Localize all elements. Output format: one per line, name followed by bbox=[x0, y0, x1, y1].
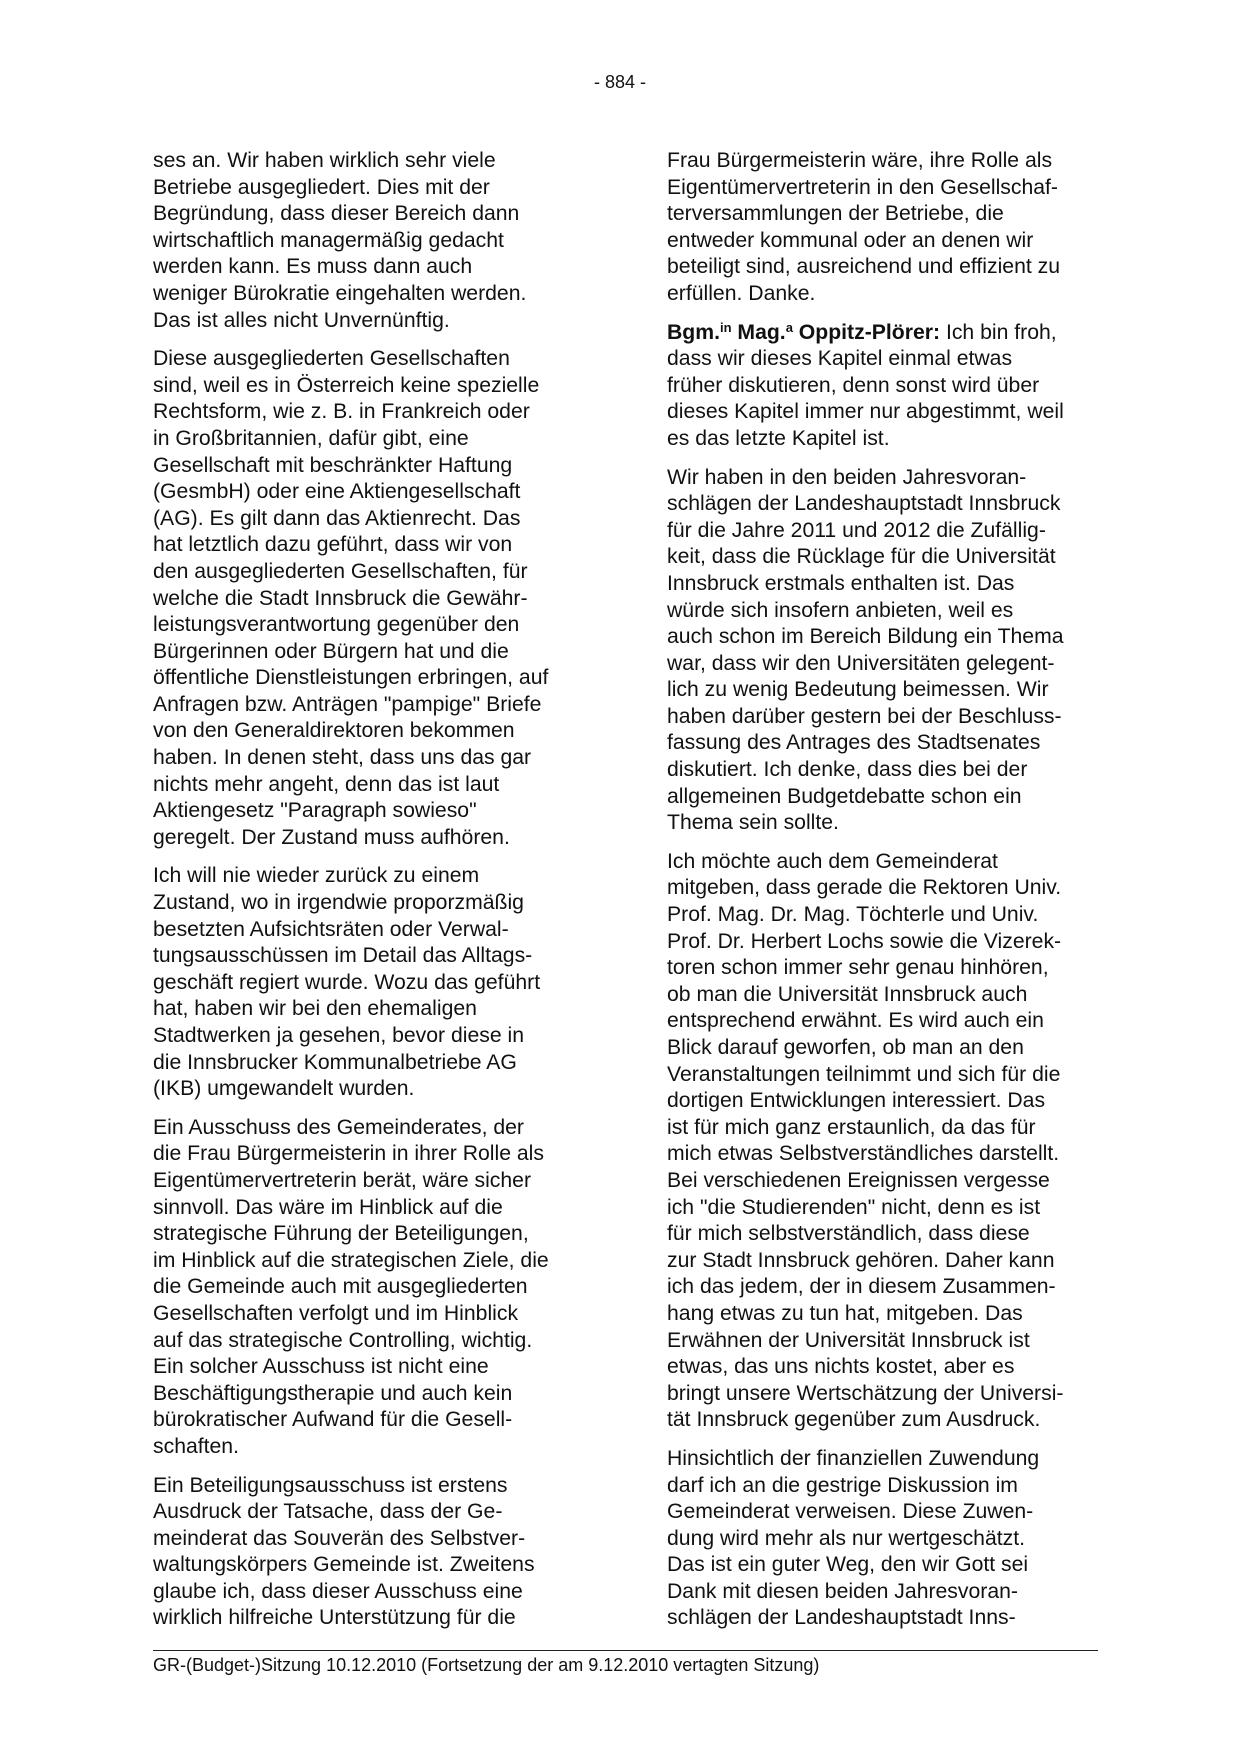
text-line: besetzten Aufsichtsräten oder Verwal- bbox=[153, 917, 509, 941]
text-line: Begründung, dass dieser Bereich dann bbox=[153, 202, 520, 226]
text-line: werden kann. Es muss dann auch bbox=[153, 255, 473, 279]
text-line: bringt unsere Wertschätzung der Universi- bbox=[667, 1381, 1064, 1405]
text-line: Eigentümervertreterin berät, wäre sicher bbox=[153, 1168, 532, 1192]
text-line: Veranstaltungen teilnimmt und sich für die bbox=[667, 1062, 1061, 1086]
text-line: von den Generaldirektoren bekommen bbox=[153, 719, 515, 743]
text-line: dieses Kapitel immer nur abgestimmt, weil bbox=[667, 400, 1064, 424]
text-line: Thema sein sollte. bbox=[667, 811, 839, 835]
paragraph bbox=[153, 1115, 593, 1461]
text-line: Gesellschaft mit beschränkter Haftung bbox=[153, 453, 513, 477]
text-line: ich "die Studierenden" nicht, denn es ist bbox=[667, 1195, 1041, 1219]
text-line: früher diskutieren, denn sonst wird über bbox=[667, 373, 1040, 397]
text-line: geschäft regiert wurde. Wozu das geführt bbox=[153, 970, 541, 994]
text-line: Ich will nie wieder zurück zu einem bbox=[153, 864, 480, 888]
text-line: darf ich an die gestrige Diskussion im bbox=[667, 1473, 1018, 1497]
paragraph bbox=[153, 148, 593, 334]
text-line: ob man die Universität Innsbruck auch bbox=[667, 982, 1028, 1006]
speech-text: Ich bin froh, bbox=[940, 320, 1057, 344]
text-line: Bei verschiedenen Ereignissen vergesse bbox=[667, 1168, 1050, 1192]
text-line: meinderat das Souverän des Selbstver- bbox=[153, 1526, 526, 1550]
text-line: tät Innsbruck gegenüber zum Ausdruck. bbox=[667, 1408, 1041, 1432]
text-line: geregelt. Der Zustand muss aufhören. bbox=[153, 825, 510, 849]
text-line: Beschäftigungstherapie und auch kein bbox=[153, 1381, 513, 1405]
text-line: beteiligt sind, ausreichend und effizient zu bbox=[667, 255, 1061, 279]
speaker-degree-suffix: a bbox=[785, 319, 793, 335]
right-column bbox=[667, 148, 1107, 1644]
text-line: Stadtwerken ja gesehen, bevor diese in bbox=[153, 1024, 525, 1047]
text-line: für mich selbstverständlich, dass diese bbox=[667, 1222, 1030, 1246]
footer: GR-(Budget-)Sitzung 10.12.2010 (Fortsetzung der am 9.12.2010 vertagten Sitzung) bbox=[153, 1655, 820, 1675]
text-line: wirklich hilfreiche Unterstützung für die bbox=[153, 1606, 516, 1630]
paragraph bbox=[667, 148, 1107, 308]
text-line: Gemeinderat verweisen. Diese Zuwen- bbox=[667, 1500, 1034, 1524]
speaker-title: Bgm. bbox=[667, 320, 720, 344]
text-line: Das ist ein guter Weg, den wir Gott sei bbox=[667, 1553, 1029, 1577]
speaker-surname: Oppitz-Plörer: bbox=[792, 320, 941, 344]
text-line: mich etwas Selbstverständliches darstellt. bbox=[667, 1142, 1060, 1166]
text-line: Diese ausgegliederten Gesellschaften bbox=[153, 347, 510, 371]
text-line: nichts mehr angeht, denn das ist laut bbox=[153, 772, 500, 796]
text-line: dass wir dieses Kapitel einmal etwas bbox=[667, 347, 1013, 371]
text-line: Zustand, wo in irgendwie proporzmäßig bbox=[153, 891, 524, 915]
left-column bbox=[153, 148, 593, 1644]
text-line: strategische Führung der Beteiligungen, bbox=[153, 1222, 529, 1246]
text-line: Ausdruck der Tatsache, dass der Ge- bbox=[153, 1500, 503, 1524]
text-line: lich zu wenig Bedeutung beimessen. Wir bbox=[667, 678, 1049, 702]
text-line: Prof. Dr. Herbert Lochs sowie die Vizerek- bbox=[667, 929, 1062, 953]
text-line: Ich möchte auch dem Gemeinderat bbox=[667, 849, 998, 873]
paragraph bbox=[153, 346, 593, 851]
text-line: schlägen der Landeshauptstadt Inns- bbox=[667, 1606, 1016, 1630]
text-line: auch schon im Bereich Bildung ein Thema bbox=[667, 625, 1064, 649]
text-line: in Großbritannien, dafür gibt, eine bbox=[153, 426, 469, 450]
speaker-paragraph bbox=[667, 320, 1107, 453]
text-line: die Innsbrucker Kommunalbetriebe AG bbox=[153, 1050, 517, 1074]
text-line: weniger Bürokratie eingehalten werden. bbox=[153, 281, 527, 305]
text-line: haben. In denen steht, dass uns das gar bbox=[153, 746, 532, 770]
text-line: ses an. Wir haben wirklich sehr viele bbox=[153, 149, 496, 172]
text-line: fassung des Antrages des Stadtsenates bbox=[667, 731, 1041, 755]
text-line: Ein Ausschuss des Gemeinderates, der bbox=[153, 1115, 524, 1139]
text-line: für die Jahre 2011 und 2012 die Zufällig- bbox=[667, 518, 1046, 542]
page-number: - 884 - bbox=[593, 72, 647, 92]
text-line: ich das jedem, der in diesem Zusammen- bbox=[667, 1275, 1056, 1299]
text-line: schaften. bbox=[153, 1434, 239, 1458]
paragraph bbox=[667, 849, 1107, 1434]
text-line: Eigentümervertreterin in den Gesellschaf- bbox=[667, 175, 1058, 199]
text-line: diskutiert. Ich denke, dass dies bei der bbox=[667, 758, 1028, 782]
text-line: Erwähnen der Universität Innsbruck ist bbox=[667, 1328, 1030, 1352]
text-line: Rechtsform, wie z. B. in Frankreich oder bbox=[153, 400, 530, 424]
text-line: die Frau Bürgermeisterin in ihrer Rolle als bbox=[153, 1142, 544, 1166]
text-line: wirtschaftlich managermäßig gedacht bbox=[153, 228, 504, 252]
text-line: leistungsverantwortung gegenüber den bbox=[153, 613, 520, 637]
text-line: Innsbruck erstmals enthalten ist. Das bbox=[667, 571, 1015, 595]
text-line: Betriebe ausgegliedert. Dies mit der bbox=[153, 175, 490, 199]
text-line: dortigen Entwicklungen interessiert. Das bbox=[667, 1089, 1046, 1113]
text-line: (GesmbH) oder eine Aktiengesellschaft bbox=[153, 480, 521, 504]
text-line: es das letzte Kapitel ist. bbox=[667, 426, 890, 450]
text-line: zur Stadt Innsbruck gehören. Daher kann bbox=[667, 1248, 1055, 1272]
text-line: öffentliche Dienstleistungen erbringen, auf bbox=[153, 666, 549, 690]
text-line: glaube ich, dass dieser Ausschuss eine bbox=[153, 1579, 523, 1603]
text-line: entsprechend erwähnt. Es wird auch ein bbox=[667, 1009, 1044, 1033]
text-line: allgemeinen Budgetdebatte schon ein bbox=[667, 784, 1022, 808]
text-line: mitgeben, dass gerade die Rektoren Univ. bbox=[667, 876, 1062, 900]
paragraph bbox=[153, 1473, 593, 1633]
text-line: Gesellschaften verfolgt und im Hinblick bbox=[153, 1301, 519, 1325]
text-line: erfüllen. Danke. bbox=[667, 281, 816, 305]
text-line: Dank mit diesen beiden Jahresvoran- bbox=[667, 1579, 1018, 1603]
text-line: Hinsichtlich der finanziellen Zuwendung bbox=[667, 1446, 1040, 1470]
speaker-name bbox=[667, 321, 940, 344]
text-line: (AG). Es gilt dann das Aktienrecht. Das bbox=[153, 506, 521, 530]
text-line: würde sich insofern anbieten, weil es bbox=[667, 598, 1014, 622]
text-line: bürokratischer Aufwand für die Gesell- bbox=[153, 1408, 513, 1432]
speaker-line bbox=[667, 320, 1107, 347]
text-line: terversammlungen der Betriebe, die bbox=[667, 202, 1004, 226]
text-line: im Hinblick auf die strategischen Ziele, die bbox=[153, 1248, 549, 1272]
text-line: toren schon immer sehr genau hinhören, bbox=[667, 956, 1049, 980]
text-line: Frau Bürgermeisterin wäre, ihre Rolle als bbox=[667, 149, 1053, 172]
text-line: hang etwas zu tun hat, mitgeben. Das bbox=[667, 1301, 1023, 1325]
text-line: die Gemeinde auch mit ausgegliederten bbox=[153, 1275, 528, 1299]
paragraph bbox=[153, 863, 593, 1102]
speaker-degree: Mag. bbox=[731, 320, 786, 344]
text-line: entweder kommunal oder an denen wir bbox=[667, 228, 1034, 252]
text-line: welche die Stadt Innsbruck die Gewähr- bbox=[153, 586, 528, 610]
text-line: sind, weil es in Österreich keine spezielle bbox=[153, 373, 540, 397]
text-line: Ein solcher Ausschuss ist nicht eine bbox=[153, 1355, 489, 1379]
text-line: ist für mich ganz erstaunlich, da das für bbox=[667, 1115, 1036, 1139]
text-line: Wir haben in den beiden Jahresvoran- bbox=[667, 465, 1027, 489]
text-line: Prof. Mag. Dr. Mag. Töchterle und Univ. bbox=[667, 903, 1039, 927]
text-line: haben darüber gestern bei der Beschluss- bbox=[667, 704, 1062, 728]
text-line: etwas, das uns nichts kostet, aber es bbox=[667, 1355, 1015, 1379]
text-line: (IKB) umgewandelt wurden. bbox=[153, 1077, 415, 1101]
text-line: Aktiengesetz "Paragraph sowieso" bbox=[153, 799, 477, 823]
text-line: schlägen der Landeshauptstadt Innsbruck bbox=[667, 492, 1061, 516]
text-line: hat, haben wir bei den ehemaligen bbox=[153, 997, 477, 1021]
text-line: war, dass wir den Universitäten gelegent- bbox=[667, 651, 1055, 675]
paragraph bbox=[667, 465, 1107, 837]
footer-rule bbox=[153, 1650, 1098, 1651]
text-line: den ausgegliederten Gesellschaften, für bbox=[153, 559, 528, 583]
text-line: auf das strategische Controlling, wichtig. bbox=[153, 1328, 533, 1352]
text-line: keit, dass die Rücklage für die Universität bbox=[667, 545, 1056, 569]
text-line: Anfragen bzw. Anträgen "pampige" Briefe bbox=[153, 692, 542, 716]
text-line: waltungskörpers Gemeinde ist. Zweitens bbox=[153, 1553, 535, 1577]
text-line: Bürgerinnen oder Bürgern hat und die bbox=[153, 639, 509, 663]
text-line: Ein Beteiligungsausschuss ist erstens bbox=[153, 1473, 508, 1497]
paragraph bbox=[667, 1446, 1107, 1632]
text-line: Blick darauf geworfen, ob man an den bbox=[667, 1036, 1024, 1059]
right-column-rest bbox=[667, 465, 1107, 1633]
text-line: sinnvoll. Das wäre im Hinblick auf die bbox=[153, 1195, 503, 1219]
text-line: hat letztlich dazu geführt, dass wir von bbox=[153, 533, 513, 557]
text-line: dung wird mehr als nur wertgeschätzt. bbox=[667, 1526, 1025, 1550]
text-line: tungsausschüssen im Detail das Alltags- bbox=[153, 944, 533, 968]
speaker-title-suffix: in bbox=[719, 319, 732, 335]
text-line: Das ist alles nicht Unvernünftig. bbox=[153, 308, 450, 332]
